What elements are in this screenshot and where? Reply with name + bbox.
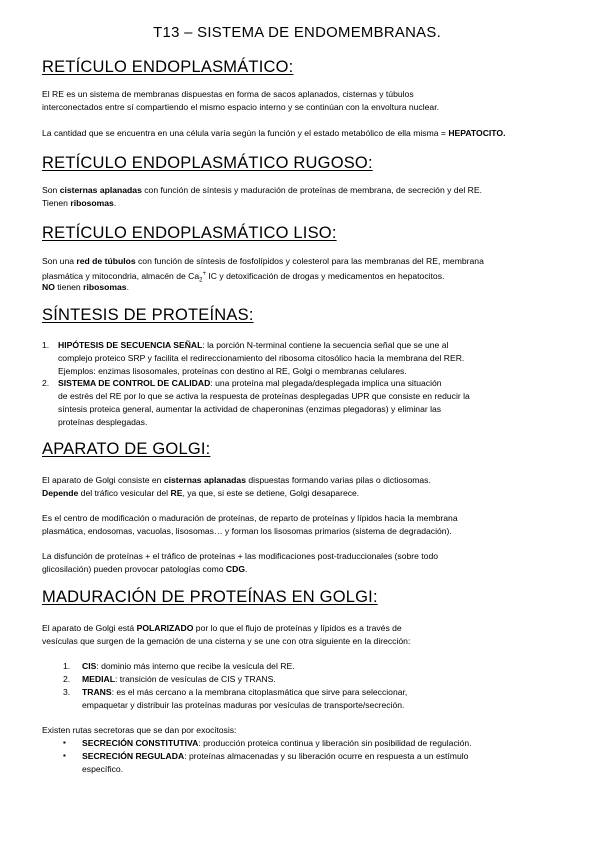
list-item-line: MEDIAL: transición de vesículas de CIS y TRANS.: [82, 674, 276, 684]
golgi-paragraph-line: Depende del tráfico vesicular del RE, ya que, si este se detiene, Golgi desaparece.: [42, 488, 360, 498]
maduracion-paragraph-line: Existen rutas secretoras que se dan por exocitosis:: [42, 725, 237, 735]
maduracion-paragraph-line: vesículas que surgen de la gemación de una cisterna y se une con otra siguiente en la dirección:: [42, 636, 411, 646]
re-paragraph-line: El RE es un sistema de membranas dispuestas en forma de sacos aplanados, cisternas y túbulos: [42, 89, 414, 99]
rer-paragraph-line: Son cisternas aplanadas con función de síntesis y maduración de proteínas de membrana, de secreción y del RE.: [42, 185, 482, 195]
rel-paragraph-line: plasmática y mitocondria, almacén de $Ca_2^+$ IC y detoxificación de drogas y medicamentos en hepatocitos.: [42, 270, 445, 284]
bullet-icon: ▪: [63, 751, 66, 760]
maduracion-paragraph-line: El aparato de Golgi está POLARIZADO por lo que el flujo de proteínas y lípidos es a través de: [42, 623, 402, 633]
list-number: 1.: [42, 340, 50, 350]
heading-re: RETÍCULO ENDOPLASMÁTICO:: [42, 58, 294, 76]
bullet-item-line: específico.: [82, 764, 124, 774]
page-title: T13 – SISTEMA DE ENDOMEMBRANAS.: [153, 24, 442, 41]
heading-sintesis: SÍNTESIS DE PROTEÍNAS:: [42, 306, 254, 324]
bullet-icon: ▪: [63, 738, 66, 747]
heading-rer: RETÍCULO ENDOPLASMÁTICO RUGOSO:: [42, 154, 373, 172]
bold-term: HEPATOCITO.: [448, 128, 506, 138]
list-number: 2.: [42, 378, 50, 388]
list-item-line: TRANS: es el más cercano a la membrana citoplasmática que sirve para seleccionar,: [82, 687, 408, 697]
list-item-line: CIS: dominio más interno que recibe la vesícula del RE.: [82, 661, 295, 671]
list-number: 2.: [63, 674, 71, 684]
list-item-line: de estrés del RE por lo que se activa la respuesta de proteínas desplegadas UPR que consiste en reducir la: [58, 391, 470, 401]
golgi-paragraph-line: Es el centro de modificación o maduración de proteínas, de reparto de proteínas y lípidos hacia la membrana: [42, 513, 458, 523]
golgi-paragraph-line: El aparato de Golgi consiste en cisternas aplanadas dispuestas formando varias pilas o dictiosomas.: [42, 475, 431, 485]
list-item-line: síntesis proteica general, aumentar la actividad de chaperoninas (enzimas plegadoras) y eliminar las: [58, 404, 442, 414]
list-item-line: Ejemplos: enzimas lisosomales, proteínas con destino al RE, Golgi o membranas celulares.: [58, 366, 407, 376]
golgi-paragraph-line: plasmática, endosomas, vacuolas, lisosomas… y forman los lisosomas primarios (sistema de degradación).: [42, 526, 452, 536]
rel-paragraph-line: NO tienen ribosomas.: [42, 282, 129, 292]
bullet-item-line: SECRECIÓN REGULADA: proteínas almacenadas y su liberación ocurre en respuesta a un estímulo: [82, 751, 469, 761]
list-number: 3.: [63, 687, 71, 697]
golgi-paragraph-line: glicosilación) pueden provocar patologías como CDG.: [42, 564, 248, 574]
list-item-line: proteínas desplegadas.: [58, 417, 148, 427]
rel-paragraph-line: Son una red de túbulos con función de síntesis de fosfolípidos y colesterol para las membranas del RE, membrana: [42, 256, 484, 266]
list-item-line: HIPÓTESIS DE SECUENCIA SEÑAL: la porción N-terminal contiene la secuencia señal que se une al: [58, 340, 449, 350]
golgi-paragraph-line: La disfunción de proteínas + el tráfico de proteínas + las modificaciones post-traduccionales (sobre todo: [42, 551, 439, 561]
re-paragraph-line: interconectados entre sí compartiendo el mismo espacio interno y se continúan con la envoltura nuclear.: [42, 102, 439, 112]
list-item-line: empaquetar y distribuir las proteínas maduras por vesículas de transporte/secreción.: [82, 700, 405, 710]
list-number: 1.: [63, 661, 71, 671]
list-item-line: complejo proteico SRP y facilita el redireccionamiento del ribosoma citosólico hacia la membrana del RER.: [58, 353, 465, 363]
heading-golgi: APARATO DE GOLGI:: [42, 440, 211, 458]
bullet-item-line: SECRECIÓN CONSTITUTIVA: producción proteica continua y liberación sin posibilidad de regulación.: [82, 738, 472, 748]
rer-paragraph-line: Tienen ribosomas.: [42, 198, 117, 208]
list-item-line: SISTEMA DE CONTROL DE CALIDAD: una proteína mal plegada/desplegada implica una situación: [58, 378, 442, 388]
heading-rel: RETÍCULO ENDOPLASMÁTICO LISO:: [42, 224, 337, 242]
re-paragraph-line: La cantidad que se encuentra en una célula varía según la función y el estado metabólico de ella misma = HEPATOCITO.: [42, 128, 506, 138]
heading-maduracion: MADURACIÓN DE PROTEÍNAS EN GOLGI:: [42, 588, 378, 606]
